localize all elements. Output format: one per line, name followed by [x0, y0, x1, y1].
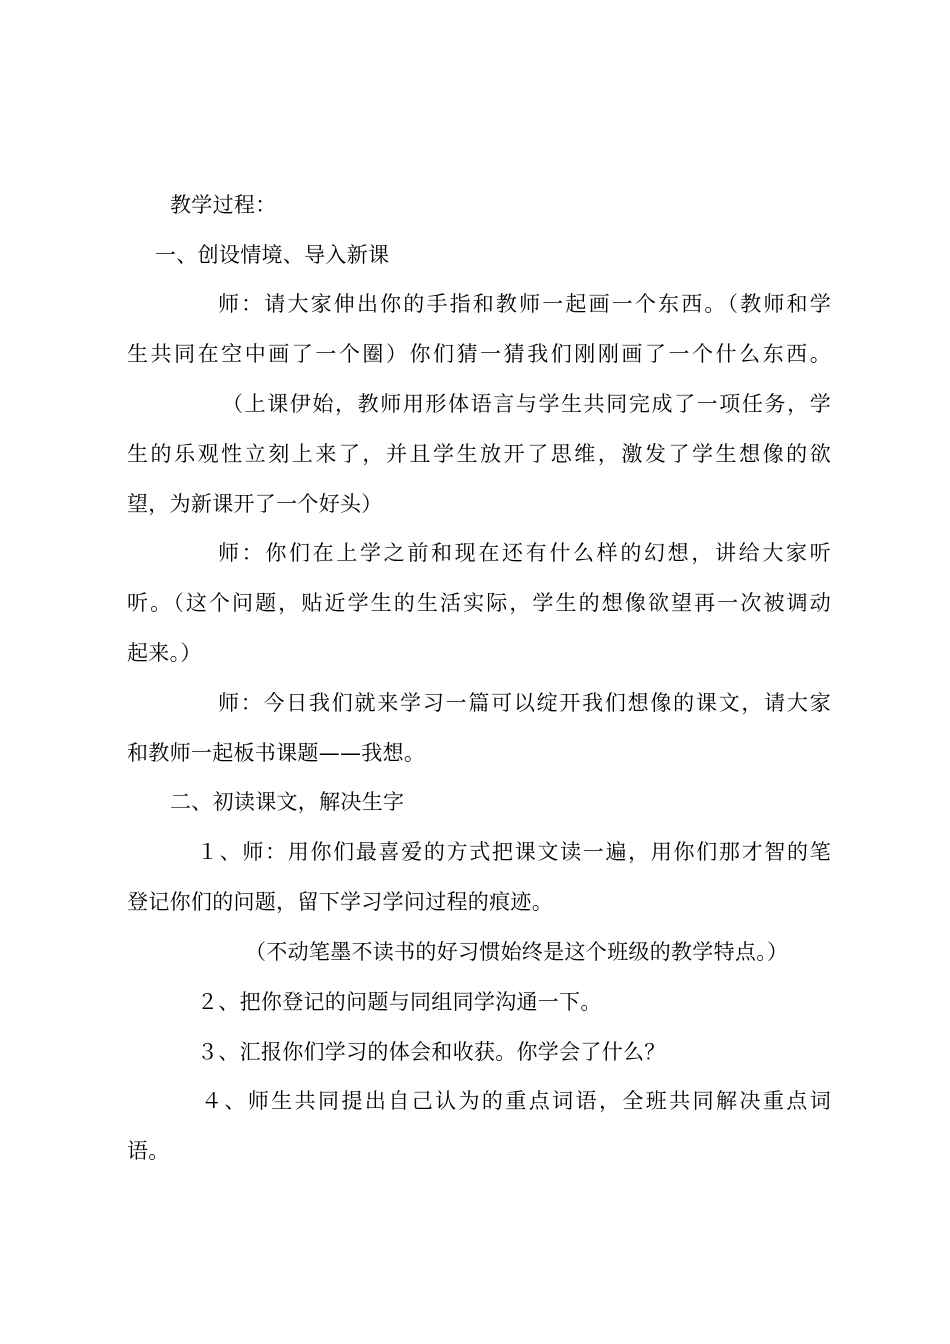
list-item: ２、把你登记的问题与同组同学沟通一下。	[197, 990, 602, 1014]
paragraph-line: 和教师一起板书课题——我想。	[127, 741, 426, 765]
heading-teaching-process: 教学过程：	[170, 193, 277, 217]
paragraph-line: 生共同在空中画了一个圈）你们猜一猜我们刚刚画了一个什么东西。	[127, 342, 831, 366]
list-item: ４、师生共同提出自己认为的重点词语，全班共同解决重点词	[201, 1089, 831, 1113]
section-heading-2: 二、初读课文，解决生字	[170, 790, 405, 814]
paragraph-line: 登记你们的问题，留下学习学问过程的痕迹。	[127, 890, 553, 914]
paragraph-line: 望，为新课开了一个好头）	[127, 492, 383, 516]
list-item: １、师：用你们最喜爱的方式把课文读一遍，用你们那才智的笔	[197, 840, 831, 864]
paragraph-line: 起来。）	[127, 641, 202, 665]
paragraph-line: （不动笔墨不读书的好习惯始终是这个班级的教学特点。）	[245, 940, 789, 964]
paragraph-line: 语。	[127, 1139, 170, 1163]
paragraph-line: 听。（这个问题，贴近学生的生活实际，学生的想像欲望再一次被调动	[127, 591, 831, 615]
section-heading-1: 一、创设情境、导入新课	[155, 243, 390, 267]
paragraph-line: 师：请大家伸出你的手指和教师一起画一个东西。（教师和学	[218, 292, 831, 316]
paragraph-line: （上课伊始，教师用形体语言与学生共同完成了一项任务，学	[222, 392, 831, 416]
list-item: ３、汇报你们学习的体会和收获。你学会了什么？	[197, 1040, 666, 1064]
paragraph-line: 师：今日我们就来学习一篇可以绽开我们想像的课文，请大家	[218, 691, 831, 715]
paragraph-line: 师：你们在上学之前和现在还有什么样的幻想，讲给大家听	[218, 541, 831, 565]
paragraph-line: 生的乐观性立刻上来了，并且学生放开了思维，激发了学生想像的欲	[127, 442, 831, 466]
